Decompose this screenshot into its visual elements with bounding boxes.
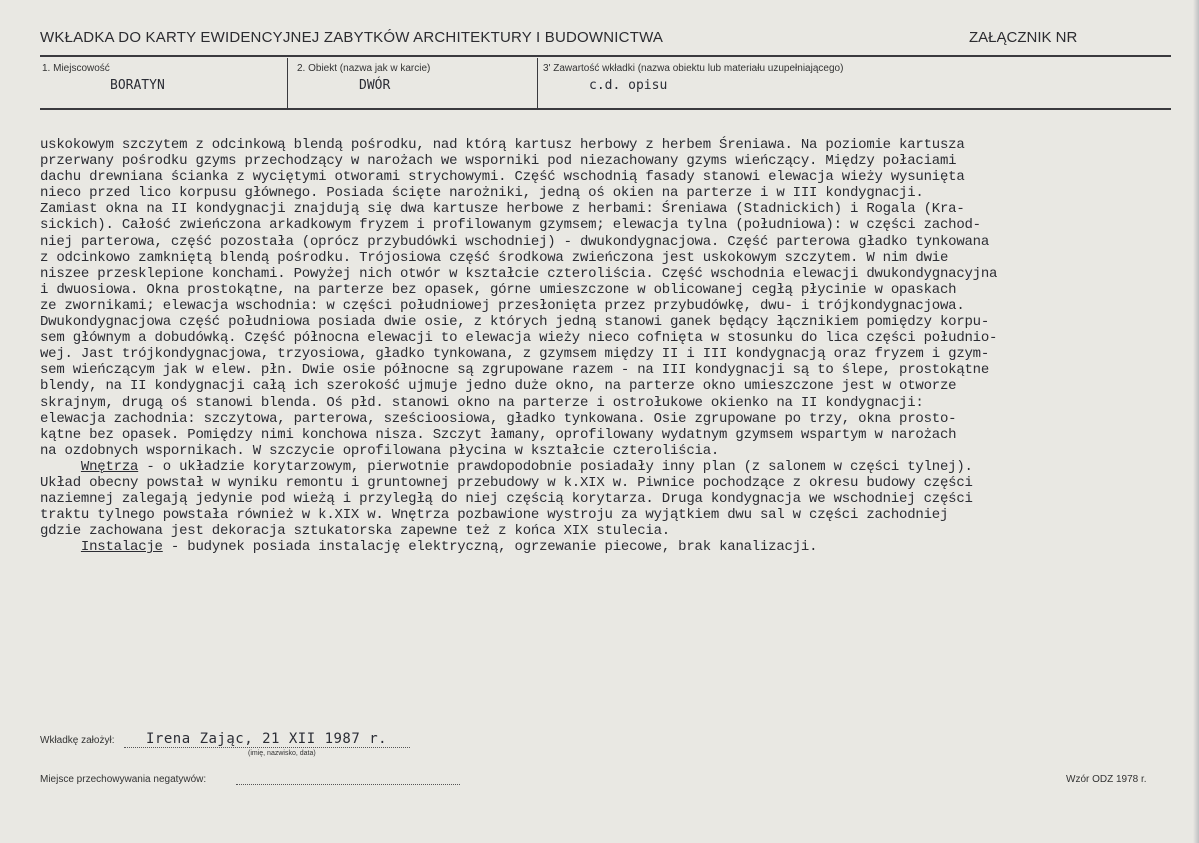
description-text xyxy=(40,137,1190,555)
field-divider xyxy=(537,58,538,108)
text-line: traktu tylnego powstała również w k.XIX w. Wnętrza pozbawione wystroju za wyjątkiem dwu sal w części zachodniej xyxy=(40,507,949,524)
header-rule xyxy=(40,55,1171,57)
author-value: Irena Zając, 21 XII 1987 r. xyxy=(146,731,388,747)
text-line: na ozdobnych wspornikach. W szczycie oprofilowana płycina w kształcie czteroliścia. xyxy=(40,442,720,459)
insert-content-label: 3' Zawartość wkładki (nazwa obiektu lub materiału uzupełniającego) xyxy=(543,63,844,74)
annex-label: ZAŁĄCZNIK NR xyxy=(969,29,1078,46)
text-line: dachu drewniana ścianka z wyciętymi otworami strychowymi. Część wschodnią fasady stanowi elewacja wieży wysunięta xyxy=(40,169,965,186)
text-line: z odcinkowo zamkniętą blendą pośrodku. Trójosiowa część środkowa zwieńczona jest uskokowym szczytem. W nim dwie xyxy=(40,249,949,266)
text-line: elewacja zachodnia: szczytowa, parterowa, sześcioosiowa, gładko tynkowana. Osie zgrupowane po trzy, okna prosto- xyxy=(40,410,957,427)
text-line: uskokowym szczytem z odcinkową blendą pośrodku, nad którą kartusz herbowy z herbem Śreniawa. Na poziomie kartusza xyxy=(40,137,965,153)
card-edge-shadow xyxy=(1193,0,1199,843)
installations-text: - budynek posiada instalację elektryczną, ogrzewanie piecowe, brak kanalizacji. xyxy=(162,539,818,556)
text-line: skrajnym, drugą oś stanowi blenda. Oś płd. stanowi okno na parterze i ostrołukowe okienko na II kondygnacji: xyxy=(40,394,924,411)
author-dotted-line xyxy=(124,747,410,748)
text-line: kątne bez opasek. Pomiędzy nimi konchowa nisza. Szczyt łamany, oprofilowany wydatnym gzymsem wspartym w narożach xyxy=(40,426,957,443)
author-label: Wkładkę założył: xyxy=(40,735,115,746)
installations-heading: Instalacje xyxy=(80,539,163,556)
locality-label: 1. Miejscowość xyxy=(42,63,110,74)
object-value: DWÓR xyxy=(359,78,391,93)
text-line: nieco przed lico korpusu głównego. Posiada ścięte narożniki, jedną oś okien na parterze i w III kondygnacji. xyxy=(40,185,924,202)
text-line: ze zwornikami; elewacja wschodnia: w części południowej przesłonięta przez przybudówkę, dwu- i trójkondygnacjowa. xyxy=(40,297,965,314)
interior-heading: Wnętrza xyxy=(80,458,139,475)
text-line: Dwukondygnacjowa część południowa posiada dwie osie, z których jedną stanowi ganek będący łącznikiem pomiędzy korpu- xyxy=(40,314,990,331)
form-title: WKŁADKA DO KARTY EWIDENCYJNEJ ZABYTKÓW ARCHITEKTURY I BUDOWNICTWA xyxy=(40,29,664,46)
installations-line xyxy=(40,539,1190,555)
form-pattern-label: Wzór ODZ 1978 r. xyxy=(1066,774,1147,785)
text-line: sickich). Całość zwieńczona arkadkowym fryzem i profilowanym gzymsem; elewacja tylna (południowa): w części zachod- xyxy=(40,217,981,234)
interior-line xyxy=(40,459,1190,475)
fields-rule xyxy=(40,108,1171,110)
object-label: 2. Obiekt (nazwa jak w karcie) xyxy=(297,63,431,74)
text-line: blendy, na II kondygnacji całą ich szerokość ujmuje jedno duże okno, na parterze okno umieszczone jest w otworze xyxy=(40,378,957,395)
insert-content-value: c.d. opisu xyxy=(589,78,668,93)
author-sublabel: (imię, nazwisko, data) xyxy=(248,750,316,757)
text-line: Układ obecny powstał w wyniku remontu i gruntownej przebudowy w k.XIX w. Piwnice pochodzące z okresu budowy części xyxy=(40,474,973,491)
text-line: niej parterowa, część pozostała (oprócz przybudówki wschodniej) - dwukondygnacjowa. Część parterowa gładko tynkowana xyxy=(40,233,990,250)
text-line: wej. Jast trójkondygnacjowa, trzyosiowa, gładko tynkowana, z gzymsem między II i III kondygnacją oraz fryzem i gzym- xyxy=(40,346,990,363)
text-line: i dwuosiowa. Okna prostokątne, na parterze bez opasek, górne umieszczone w oblicowanej cegłą płycinie w opaskach xyxy=(40,281,957,298)
text-line: Zamiast okna na II kondygnacji znajdują się dwa kartusze herbowe z herbami: Śreniawa (Stadnickich) i Rogala (Kra- xyxy=(40,201,965,218)
text-line: przerwany pośrodku gzyms przechodzący w narożach we wsporniki pod niezachowany gzyms wieńczący. Między połaciami xyxy=(40,153,957,170)
negatives-dotted-line xyxy=(236,784,460,785)
negatives-label: Miejsce przechowywania negatywów: xyxy=(40,774,207,785)
text-line: gdzie zachowana jest dekoracja sztukatorska zapewne też z końca XIX stulecia. xyxy=(40,523,670,540)
locality-value: BORATYN xyxy=(110,78,165,93)
interior-text: - o układzie korytarzowym, pierwotnie prawdopodobnie posiadały inny plan (z salonem w części tylnej). xyxy=(138,458,973,475)
text-line: sem wieńczącym jak w elew. płn. Dwie osie północne są zgrupowane razem - na III kondygnacji są to ślepe, prostokątne xyxy=(40,362,990,379)
field-divider xyxy=(287,58,288,108)
text-line: naziemnej zalegają jedynie pod wieżą i przyległą do niej częścią korytarza. Druga kondygnacja we wschodniej części xyxy=(40,491,973,508)
text-line: niszee przesklepione konchami. Powyżej nich otwór w kształcie czteroliścia. Część wschodnia elewacji dwukondygnacyjna xyxy=(40,265,998,282)
text-line: sem głównym a dobudówką. Część północna elewacji to elewacja wieży nieco cofnięta w stosunku do lica części południo- xyxy=(40,330,998,347)
